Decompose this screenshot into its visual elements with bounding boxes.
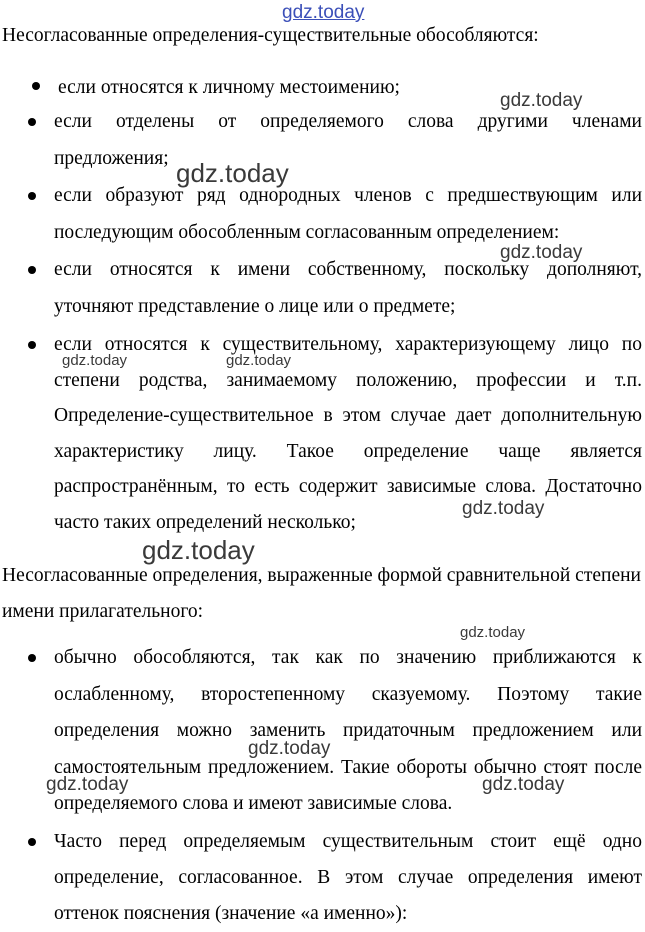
list-item-text: если относятся к существительному, характеризующему лицо по степени родства, занимаемому положению, профессии и т.п. Определение-существительное в этом случае дает дополнительную характеристику лицу. Такое определение чаще является распространённым, то есть содержит зависимые слова. Достаточно часто таких определений несколько; xyxy=(54,334,642,533)
heading-comparative-adjectives: Несогласованные определения, выраженные формой сравнительной степени имени прилагательного: xyxy=(2,565,641,622)
bullet-icon xyxy=(28,192,36,200)
bullet-icon xyxy=(28,654,36,662)
watermark: gdz.today xyxy=(482,774,565,795)
list-item-text: если образуют ряд однородных членов с предшествующим или последующим обособленным согласованным определением: xyxy=(54,185,642,243)
watermark: gdz.today xyxy=(500,90,583,111)
bullet-icon xyxy=(28,266,36,274)
list-item-text: если отделены от определяемого слова другими членами предложения; xyxy=(54,111,642,169)
watermark: gdz.today xyxy=(460,624,526,641)
heading-noncoordinated-nouns: Несогласованные определения-существительные обособляются: xyxy=(2,25,539,46)
bullet-icon xyxy=(28,118,36,126)
watermark: gdz.today xyxy=(62,352,128,369)
list-item-text: если относятся к имени собственному, поскольку дополняют, уточняют представление о лице или о предмете; xyxy=(54,259,642,317)
watermark: gdz.today xyxy=(142,535,255,565)
bullet-icon xyxy=(28,838,36,846)
watermark: gdz.today xyxy=(462,498,545,519)
watermark: gdz.today xyxy=(226,352,292,369)
list-item-text: Часто перед определяемым существительным стоит ещё одно определение, согласованное. В этом случае определения имеют оттенок пояснения (значение «а именно»): xyxy=(54,831,642,924)
watermark: gdz.today xyxy=(500,242,583,263)
watermark: gdz.today xyxy=(248,738,331,759)
watermark: gdz.today xyxy=(176,158,289,188)
list-item-text: обычно обособляются, так как по значению приближаются к ослабленному, второстепенному сказуемому. Поэтому такие определения можно заменить придаточным предложением или самостоятельным предложением. Такие обороты обычно стоят после определяемого слова и имеют зависимые слова. xyxy=(54,647,642,814)
list-item-text: если относятся к личному местоимению; xyxy=(58,77,400,98)
watermark-top: gdz.today xyxy=(282,2,365,23)
bullet-icon xyxy=(28,341,36,349)
bullet-icon xyxy=(32,82,40,90)
watermark: gdz.today xyxy=(46,774,129,795)
